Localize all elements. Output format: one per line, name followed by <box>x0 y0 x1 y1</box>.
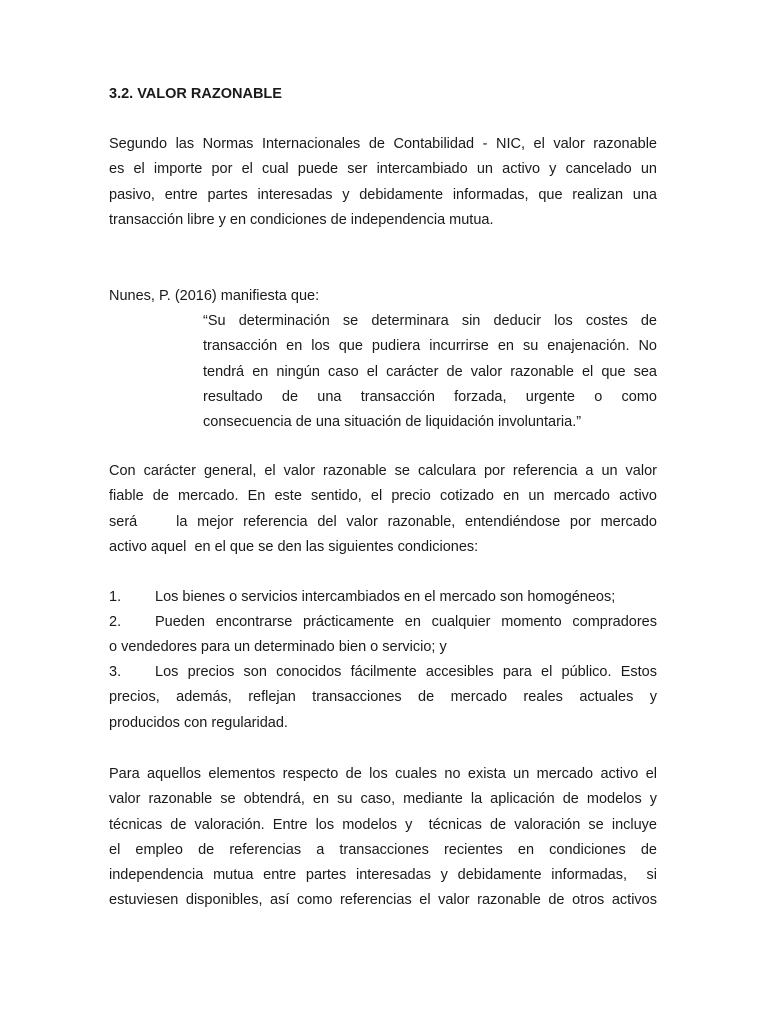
paragraph-line: será la mejor referencia del valor razonable, entendiéndose por mercado <box>109 513 657 530</box>
paragraph-line: pasivo, entre partes interesadas y debidamente informadas, que realizan una <box>109 186 657 203</box>
list-item <box>109 660 657 736</box>
paragraph-definition <box>109 132 657 233</box>
paragraph-line: Con carácter general, el valor razonable se calculara por referencia a un valor <box>109 463 657 479</box>
list-line <box>109 610 657 635</box>
list-item <box>109 610 657 661</box>
paragraph-line: transacción libre y en condiciones de independencia mutua. <box>109 211 494 228</box>
list-text: Pueden encontrarse prácticamente en cualquier momento compradores <box>155 614 657 630</box>
paragraph-line: estuviesen disponibles, así como referencias el valor razonable de otros activos <box>109 892 657 909</box>
list-text: Los bienes o servicios intercambiados en el mercado son homogéneos; <box>155 589 616 605</box>
paragraph-line: Segundo las Normas Internacionales de Contabilidad - NIC, el valor razonable <box>109 136 657 152</box>
paragraph-line: activo aquel en el que se den las siguientes condiciones: <box>109 538 479 555</box>
paragraph-line: Para aquellos elementos respecto de los cuales no exista un mercado activo el <box>109 766 657 782</box>
paragraph-market-reference <box>109 459 657 560</box>
list-line: o vendedores para un determinado bien o servicio; y <box>109 639 447 656</box>
paragraph-line: es el importe por el cual puede ser intercambiado un activo y cancelado un <box>109 161 657 178</box>
citation-intro <box>109 284 657 309</box>
list-number: 3. <box>109 664 122 680</box>
list-number: 1. <box>109 589 122 605</box>
paragraph-line: valor razonable se obtendrá, en su caso, mediante la aplicación de modelos y <box>109 791 657 808</box>
paragraph-line: técnicas de valoración. Entre los modelos y técnicas de valoración se incluye <box>109 816 657 833</box>
block-quote <box>203 309 657 435</box>
list-line: precios, además, reflejan transacciones de mercado reales actuales y <box>109 689 657 706</box>
paragraph-line: independencia mutua entre partes interesadas y debidamente informadas, si <box>109 867 657 884</box>
quote-line: resultado de una transacción forzada, urgente o como <box>203 388 657 405</box>
list-text: Los precios son conocidos fácilmente accesibles para el público. Estos <box>155 664 657 680</box>
list-line: producidos con regularidad. <box>109 714 288 731</box>
paragraph-line: el empleo de referencias a transacciones recientes en condiciones de <box>109 841 657 858</box>
list-line <box>109 660 657 685</box>
quote-line: tendrá en ningún caso el carácter de valor razonable el que sea <box>203 363 657 380</box>
paragraph-valuation-techniques <box>109 762 657 914</box>
quote-line: consecuencia de una situación de liquidación involuntaria.” <box>203 414 582 431</box>
quote-line: transacción en los que pudiera incurrirse en su enajenación. No <box>203 338 657 355</box>
paragraph-line: fiable de mercado. En este sentido, el precio cotizado en un mercado activo <box>109 488 657 505</box>
list-number: 2. <box>109 614 122 630</box>
quote-line: “Su determinación se determinara sin deducir los costes de <box>203 313 657 329</box>
list-item <box>109 585 657 610</box>
section-heading: 3.2. VALOR RAZONABLE <box>109 86 282 102</box>
paragraph-line: Nunes, P. (2016) manifiesta que: <box>109 288 320 304</box>
